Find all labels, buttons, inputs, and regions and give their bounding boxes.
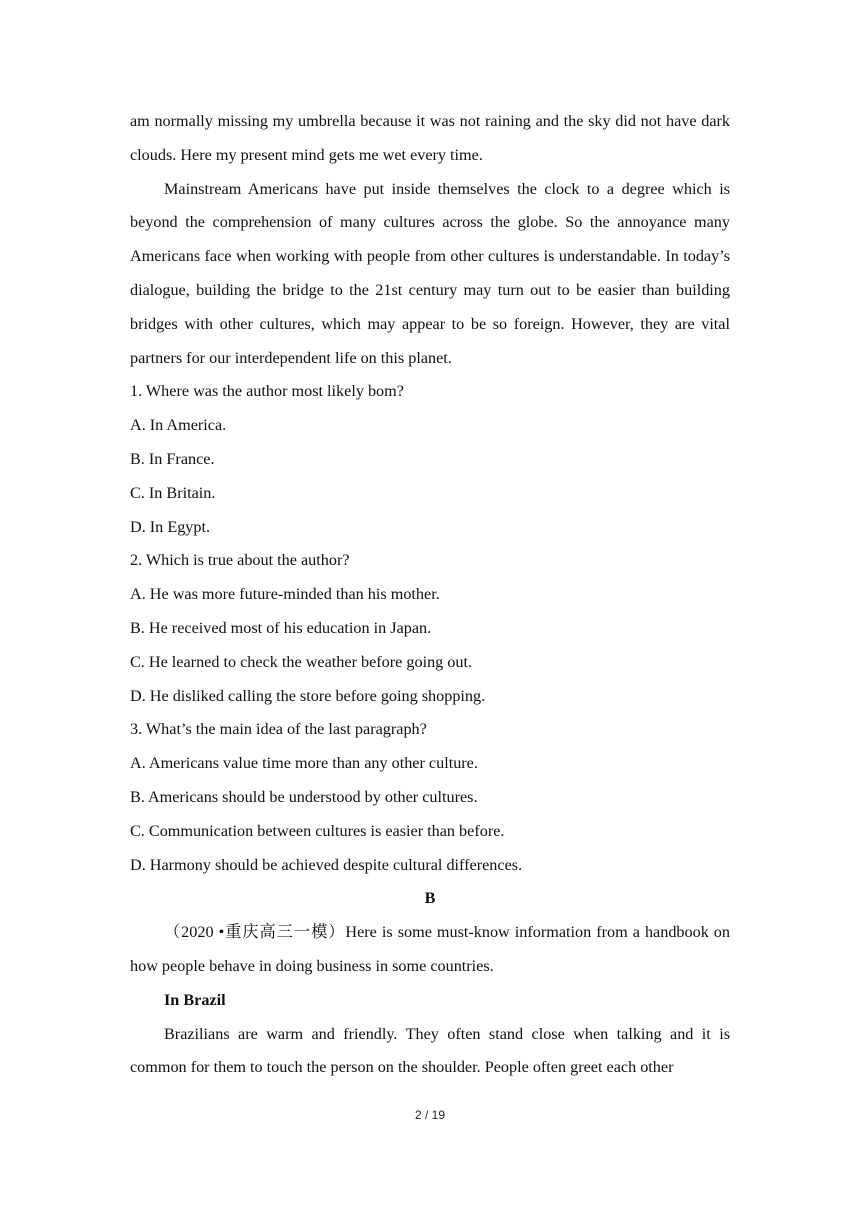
passage-b-intro: （2020 •重庆高三一模）Here is some must-know information from a handbook on how people behave in doing business in some countries.	[130, 923, 730, 975]
question-1	[130, 375, 730, 544]
question-option: C. He learned to check the weather before going out.	[130, 652, 473, 671]
question-option: B. Americans should be understood by other cultures.	[130, 787, 478, 806]
question-option: B. He received most of his education in Japan.	[130, 618, 432, 637]
passage-b-subheading: In Brazil	[164, 990, 226, 1009]
page-number: 2 / 19	[414, 1108, 446, 1122]
question-stem: 1. Where was the author most likely bom?	[130, 382, 404, 401]
question-option: C. Communication between cultures is easier than before.	[130, 821, 505, 840]
document-page	[130, 105, 730, 1085]
question-option: D. He disliked calling the store before going shopping.	[130, 686, 486, 705]
question-option: A. He was more future-minded than his mother.	[130, 585, 440, 604]
question-option: C. In Britain.	[130, 483, 216, 502]
question-3	[130, 713, 730, 882]
question-stem: 2. Which is true about the author?	[130, 551, 350, 570]
question-stem: 3. What’s the main idea of the last paragraph?	[130, 720, 427, 739]
passage-a-paragraph-1: am normally missing my umbrella because it was not raining and the sky did not have dark clouds. Here my present mind gets me wet every time.	[130, 112, 730, 164]
question-2	[130, 544, 730, 713]
question-option: D. In Egypt.	[130, 517, 211, 536]
passage-b-paragraph-1: Brazilians are warm and friendly. They often stand close when talking and it is common for them to touch the person on the shoulder. People often greet each other	[130, 1024, 730, 1077]
question-option: D. Harmony should be achieved despite cultural differences.	[130, 855, 523, 874]
question-option: B. In France.	[130, 449, 215, 468]
question-option: A. In America.	[130, 416, 227, 435]
question-option: A. Americans value time more than any other culture.	[130, 754, 478, 773]
passage-a-paragraph-2: Mainstream Americans have put inside themselves the clock to a degree which is beyond the comprehension of many cultures across the globe. So the annoyance many Americans face when working with people from other cultures is understandable. In today’s dialogue, building the bridge to the 21st century may turn out to be easier than building bridges with other cultures, which may appear to be so foreign. However, they are vital partners for our interdependent life on this planet.	[130, 179, 730, 367]
section-label: B	[424, 889, 436, 908]
